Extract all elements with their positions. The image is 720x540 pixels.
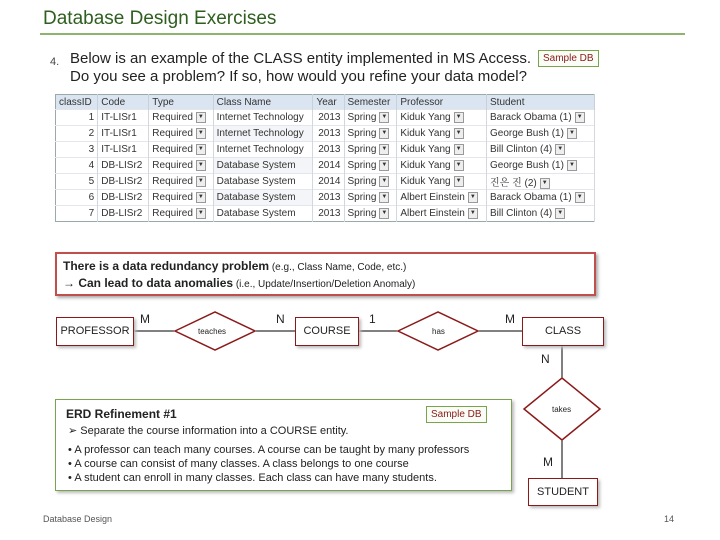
table-cell[interactable]: Bill Clinton (4) ▼ <box>487 206 595 222</box>
dropdown-arrow-icon[interactable]: ▼ <box>379 208 389 219</box>
table-cell[interactable]: Spring ▼ <box>344 190 397 206</box>
column-header[interactable]: Code <box>98 95 149 110</box>
dropdown-arrow-icon[interactable]: ▼ <box>454 128 464 139</box>
dropdown-arrow-icon[interactable]: ▼ <box>379 160 389 171</box>
table-cell[interactable]: Internet Technology <box>213 110 313 126</box>
dropdown-arrow-icon[interactable]: ▼ <box>555 208 565 219</box>
table-cell[interactable]: Spring ▼ <box>344 126 397 142</box>
dropdown-arrow-icon[interactable]: ▼ <box>196 160 206 171</box>
column-header[interactable]: Year <box>313 95 344 110</box>
table-cell[interactable]: Kiduk Yang ▼ <box>397 126 487 142</box>
cardinality-class-takes: N <box>541 352 550 366</box>
dropdown-arrow-icon[interactable]: ▼ <box>555 144 565 155</box>
redundancy-statement: There is a data redundancy problem <box>63 259 270 273</box>
table-cell[interactable]: Kiduk Yang ▼ <box>397 158 487 174</box>
table-cell[interactable]: 6 <box>56 190 98 206</box>
page-title: Database Design Exercises <box>43 8 277 29</box>
question-line-2: Do you see a problem? If so, how would you refine your data model? <box>70 68 527 85</box>
table-cell[interactable]: IT-LISr1 <box>98 142 149 158</box>
dropdown-arrow-icon[interactable]: ▼ <box>379 176 389 187</box>
list-item: • A professor can teach many courses. A course can be taught by many professors <box>68 444 470 456</box>
teaches-label: teaches <box>198 327 227 336</box>
dropdown-arrow-icon[interactable]: ▼ <box>196 176 206 187</box>
table-cell[interactable]: Required ▼ <box>149 190 213 206</box>
table-cell[interactable]: Database System <box>213 206 313 222</box>
dropdown-arrow-icon[interactable]: ▼ <box>196 192 206 203</box>
table-cell[interactable]: Kiduk Yang ▼ <box>397 110 487 126</box>
cardinality-course-has: 1 <box>369 312 376 326</box>
dropdown-arrow-icon[interactable]: ▼ <box>454 160 464 171</box>
table-cell[interactable]: Internet Technology <box>213 142 313 158</box>
cardinality-class-has: M <box>505 312 515 326</box>
table-cell[interactable]: Barack Obama (1) ▼ <box>487 110 595 126</box>
table-cell[interactable]: Required ▼ <box>149 142 213 158</box>
dropdown-arrow-icon[interactable]: ▼ <box>567 128 577 139</box>
column-header[interactable]: Student <box>487 95 595 110</box>
table-cell[interactable]: Required ▼ <box>149 174 213 190</box>
takes-label: takes <box>552 405 572 414</box>
list-item: • A course can consist of many classes. A class belongs to one course <box>68 458 409 470</box>
dropdown-arrow-icon[interactable]: ▼ <box>379 144 389 155</box>
dropdown-arrow-icon[interactable]: ▼ <box>196 128 206 139</box>
page-number: 14 <box>664 514 675 524</box>
column-header[interactable]: Semester <box>344 95 397 110</box>
dropdown-arrow-icon[interactable]: ▼ <box>567 160 577 171</box>
dropdown-arrow-icon[interactable]: ▼ <box>196 112 206 123</box>
dropdown-arrow-icon[interactable]: ▼ <box>454 112 464 123</box>
table-cell[interactable]: DB-LISr2 <box>98 174 149 190</box>
table-cell[interactable]: Barack Obama (1) ▼ <box>487 190 595 206</box>
refinement-box <box>55 399 512 491</box>
dropdown-arrow-icon[interactable]: ▼ <box>379 112 389 123</box>
table-cell[interactable]: Required ▼ <box>149 110 213 126</box>
table-cell[interactable]: 2013 <box>313 190 344 206</box>
table-cell[interactable]: Spring ▼ <box>344 158 397 174</box>
column-header[interactable]: Class Name <box>213 95 313 110</box>
refinement-point: ➢ Separate the course information into a COURSE entity. <box>68 425 349 437</box>
table-cell[interactable]: Required ▼ <box>149 158 213 174</box>
footer-label: Database Design <box>43 514 113 524</box>
table-cell[interactable]: IT-LISr1 <box>98 126 149 142</box>
class-entity: CLASS <box>522 317 604 346</box>
table-cell[interactable]: 2013 <box>313 142 344 158</box>
anomaly-statement: → Can lead to data anomalies <box>63 276 234 290</box>
table-cell[interactable]: Albert Einstein ▼ <box>397 190 487 206</box>
professor-entity: PROFESSOR <box>56 317 134 346</box>
table-cell[interactable]: DB-LISr2 <box>98 190 149 206</box>
dropdown-arrow-icon[interactable]: ▼ <box>454 176 464 187</box>
question-line-1: Below is an example of the CLASS entity implemented in MS Access. <box>70 50 532 67</box>
table-cell[interactable]: Internet Technology <box>213 126 313 142</box>
dropdown-arrow-icon[interactable]: ▼ <box>454 144 464 155</box>
table-cell[interactable]: Bill Clinton (4) ▼ <box>487 142 595 158</box>
column-header[interactable]: Professor <box>397 95 487 110</box>
redundancy-example: (e.g., Class Name, Code, etc.) <box>269 262 407 273</box>
dropdown-arrow-icon[interactable]: ▼ <box>575 192 585 203</box>
arrow-bullet-icon: ➢ <box>68 425 78 437</box>
table-cell[interactable]: IT-LISr1 <box>98 110 149 126</box>
anomaly-types: (i.e., Update/Insertion/Deletion Anomaly) <box>233 279 416 290</box>
table-cell[interactable]: 2 <box>56 126 98 142</box>
table-cell[interactable]: 7 <box>56 206 98 222</box>
table-cell[interactable]: 1 <box>56 110 98 126</box>
table-cell[interactable]: 2013 <box>313 126 344 142</box>
table-cell[interactable]: 2014 <box>313 158 344 174</box>
table-cell[interactable]: DB-LISr2 <box>98 206 149 222</box>
table-cell[interactable]: 2014 <box>313 174 344 190</box>
table-cell[interactable]: 진은 진 (2) ▼ <box>487 174 595 190</box>
student-entity: STUDENT <box>528 478 598 506</box>
table-cell[interactable]: 3 <box>56 142 98 158</box>
dropdown-arrow-icon[interactable]: ▼ <box>468 208 478 219</box>
list-item: • A student can enroll in many classes. Each class can have many students. <box>68 472 437 484</box>
table-cell[interactable]: Spring ▼ <box>344 206 397 222</box>
dropdown-arrow-icon[interactable]: ▼ <box>379 128 389 139</box>
table-cell[interactable]: Kiduk Yang ▼ <box>397 174 487 190</box>
table-cell[interactable]: Albert Einstein ▼ <box>397 206 487 222</box>
dropdown-arrow-icon[interactable]: ▼ <box>379 192 389 203</box>
table-cell[interactable]: Database System <box>213 190 313 206</box>
dropdown-arrow-icon[interactable]: ▼ <box>196 144 206 155</box>
table-cell[interactable]: Spring ▼ <box>344 174 397 190</box>
table-cell[interactable]: DB-LISr2 <box>98 158 149 174</box>
cardinality-professor: M <box>140 312 150 326</box>
refinement-title: ERD Refinement #1 <box>66 407 177 421</box>
question-number: 4. <box>50 56 60 68</box>
table-cell[interactable]: Database System <box>213 174 313 190</box>
cardinality-course-teaches: N <box>276 312 285 326</box>
table-cell[interactable]: 5 <box>56 174 98 190</box>
dropdown-arrow-icon[interactable]: ▼ <box>468 192 478 203</box>
table-cell[interactable]: George Bush (1) ▼ <box>487 158 595 174</box>
table-cell[interactable]: Database System <box>213 158 313 174</box>
table-cell[interactable]: George Bush (1) ▼ <box>487 126 595 142</box>
column-header[interactable]: Type <box>149 95 213 110</box>
table-cell[interactable]: 2013 <box>313 110 344 126</box>
sample-db-button[interactable]: Sample DB <box>538 50 599 67</box>
table-cell[interactable]: Kiduk Yang ▼ <box>397 142 487 158</box>
table-cell[interactable]: Spring ▼ <box>344 110 397 126</box>
table-cell[interactable]: Required ▼ <box>149 206 213 222</box>
dropdown-arrow-icon[interactable]: ▼ <box>540 178 550 189</box>
dropdown-arrow-icon[interactable]: ▼ <box>196 208 206 219</box>
table-cell[interactable]: 2013 <box>313 206 344 222</box>
column-header[interactable]: classID <box>56 95 98 110</box>
table-cell[interactable]: 4 <box>56 158 98 174</box>
course-entity: COURSE <box>295 317 359 346</box>
table-cell[interactable]: Spring ▼ <box>344 142 397 158</box>
cardinality-student-takes: M <box>543 455 553 469</box>
table-cell[interactable]: Required ▼ <box>149 126 213 142</box>
sample-db-button-2[interactable]: Sample DB <box>426 406 487 423</box>
dropdown-arrow-icon[interactable]: ▼ <box>575 112 585 123</box>
has-label: has <box>432 327 445 336</box>
